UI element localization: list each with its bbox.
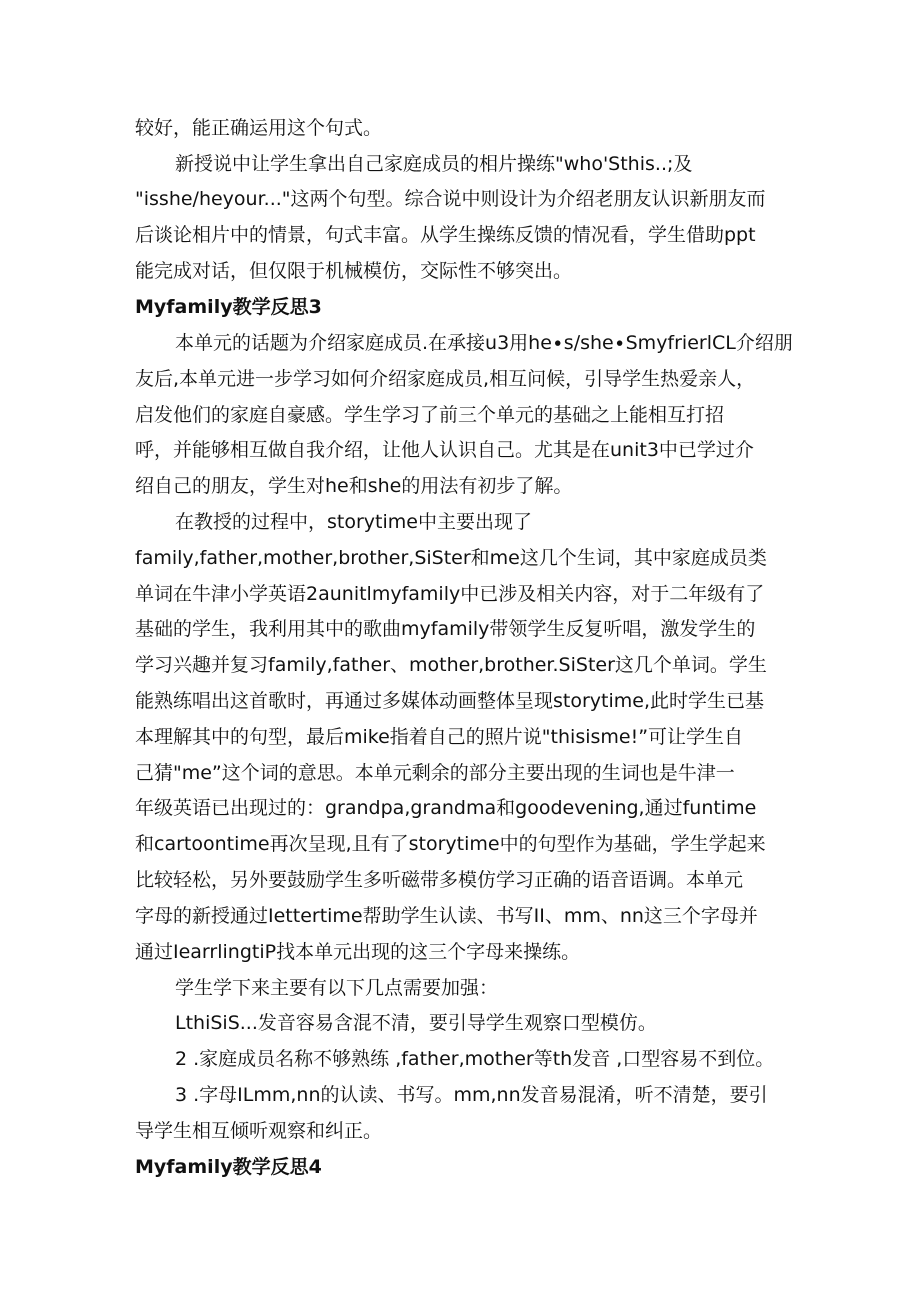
paragraph-line: 本理解其中的句型，最后mike指着自己的照片说"thisisme!”可让学生自 bbox=[135, 726, 744, 748]
list-item: LthiSiS...发音容易含混不清，要引导学生观察口型模仿。 bbox=[175, 1012, 657, 1034]
paragraph-line: 较好，能正确运用这个句式。 bbox=[135, 117, 383, 139]
paragraph-line: 后谈论相片中的情景，句式丰富。从学生操练反馈的情况看，学生借助ppt bbox=[135, 224, 756, 246]
paragraph-line: 友后,本单元进一步学习如何介绍家庭成员,相互问候，引导学生热爱亲人， bbox=[135, 368, 756, 390]
paragraph-line: 通过IearrlingtiP找本单元出现的这三个字母来操练。 bbox=[135, 941, 581, 963]
paragraph-line: 绍自己的朋友，学生对he和she的用法有初步了解。 bbox=[135, 475, 573, 497]
paragraph-line: 己猜"me”这个词的意思。本单元剩余的部分主要出现的生词也是牛津一 bbox=[135, 762, 735, 784]
paragraph-line: 基础的学生，我利用其中的歌曲myfamily带领学生反复听唱，激发学生的 bbox=[135, 618, 756, 640]
section-heading: Myfamily教学反思4 bbox=[135, 1156, 322, 1178]
section-heading: Myfamily教学反思3 bbox=[135, 296, 322, 318]
list-item: 2 .家庭成员名称不够熟练 ,father,mother等th发音 ,口型容易不到位。 bbox=[175, 1048, 775, 1070]
paragraph-line: 学习兴趣并复习family,father、mother,brother.SiSter这几个单词。学生 bbox=[135, 654, 767, 676]
paragraph-line: 能熟练唱出这首歌时，再通过多媒体动画整体呈现storytime,此时学生已基 bbox=[135, 690, 764, 712]
paragraph-line: 单词在牛津小学英语2aunitlmyfamily中已涉及相关内容，对于二年级有了 bbox=[135, 583, 765, 605]
paragraph-line: "isshe/heyour..."这两个句型。综合说中则设计为介绍老朋友认识新朋友而 bbox=[135, 188, 766, 210]
paragraph-line: 在教授的过程中，storytime中主要出现了 bbox=[175, 511, 532, 533]
paragraph-line: 学生学下来主要有以下几点需要加强： bbox=[175, 977, 499, 999]
paragraph-line: family,father,mother,brother,SiSter和me这几个生词，其中家庭成员类 bbox=[135, 547, 767, 569]
list-item: 3 .字母ILmm,nn的认读、书写。mm,nn发音易混淆，听不清楚，要引 bbox=[175, 1084, 768, 1106]
paragraph-line: 能完成对话，但仅限于机械模仿，交际性不够突出。 bbox=[135, 260, 573, 282]
paragraph-line: 比较轻松，另外要鼓励学生多听磁带多模仿学习正确的语音语调。本单元 bbox=[135, 869, 744, 891]
paragraph-line: 新授说中让学生拿出自己家庭成员的相片操练"who'Sthis..;及 bbox=[175, 153, 693, 175]
paragraph-line: 字母的新授通过Iettertime帮助学生认读、书写II、mm、nn这三个字母并 bbox=[135, 905, 758, 927]
paragraph-line: 启发他们的家庭自豪感。学生学习了前三个单元的基础之上能相互打招 bbox=[135, 404, 725, 426]
paragraph-line: 本单元的话题为介绍家庭成员.在承接u3用he∙s∕she∙SmyfrierlCL介绍朋 bbox=[175, 332, 793, 354]
paragraph-line: 导学生相互倾听观察和纠正。 bbox=[135, 1120, 383, 1142]
paragraph-line: 年级英语已出现过的：grandpa,grandma和goodevening,通过funtime bbox=[135, 797, 757, 819]
paragraph-line: 和cartoontime再次呈现,且有了storytime中的句型作为基础，学生学起来 bbox=[135, 833, 766, 855]
paragraph-line: 呼，并能够相互做自我介绍，让他人认识自己。尤其是在unit3中已学过介 bbox=[135, 439, 754, 461]
